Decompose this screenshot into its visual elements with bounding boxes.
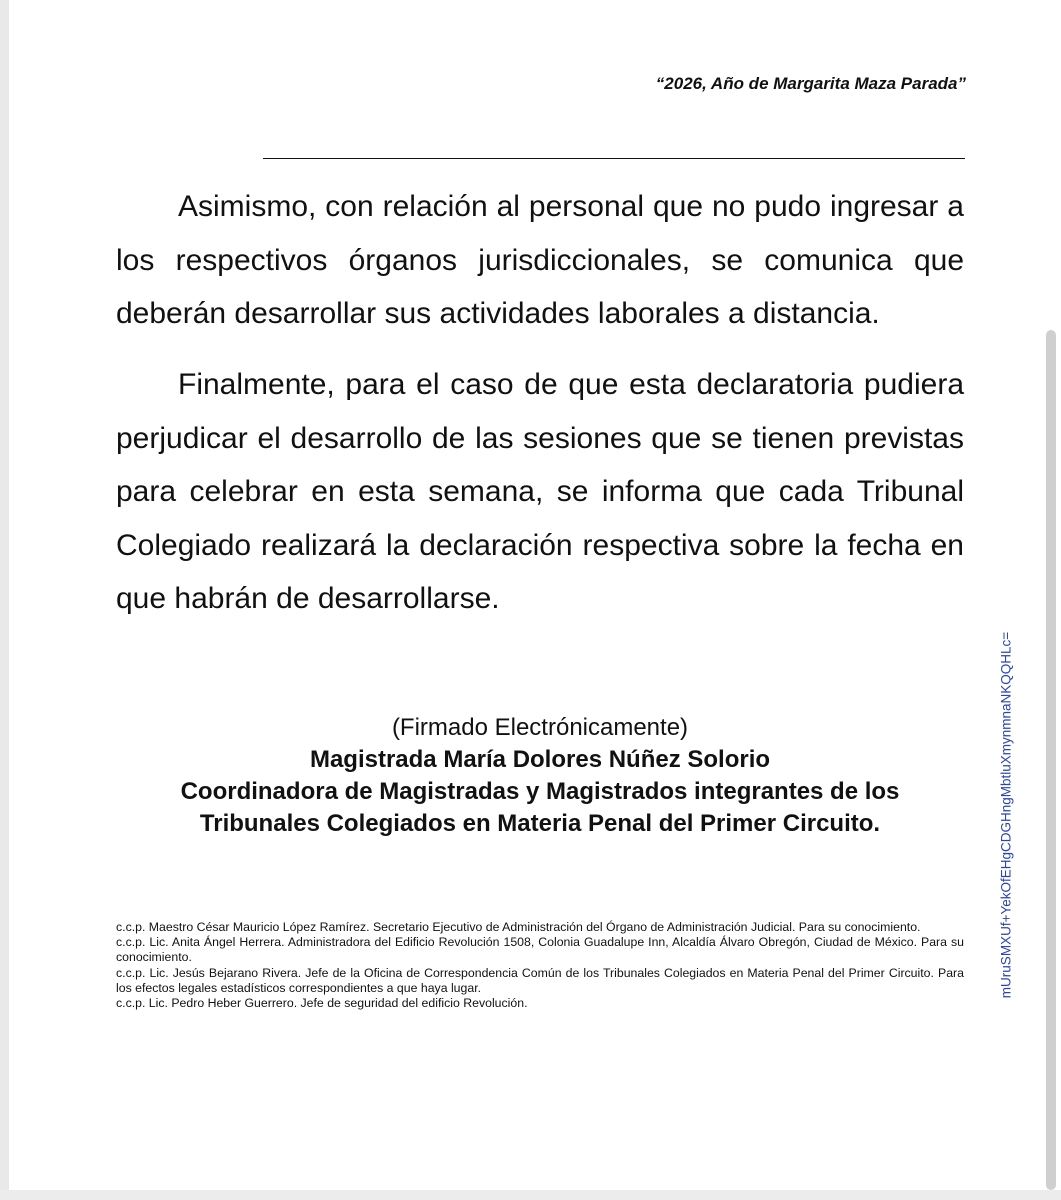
ccp-item: c.c.p. Lic. Jesús Bejarano Rivera. Jefe de la Oficina de Correspondencia Común de los Tribunales Colegiados en Materia Penal del Primer Circuito. Para los efectos legales estadísticos correspondientes a que haya lugar. [116, 965, 964, 995]
paragraph-sessions: Finalmente, para el caso de que esta declaratoria pudiera perjudicar el desarrollo de las sesiones que se tienen previstas para celebrar en esta semana, se informa que cada Tribunal Colegiado realizará la declaración respectiva sobre la fecha en que habrán de desarrollarse. [116, 368, 964, 615]
signer-role-line-2: Tribunales Colegiados en Materia Penal del Primer Circuito. [199, 810, 881, 837]
paragraph-remote-work: Asimismo, con relación al personal que no pudo ingresar a los respectivos órganos jurisdiccionales, se comunica que deberán desarrollar sus actividades laborales a distancia. [116, 190, 964, 330]
page-bottom-edge [0, 1190, 1061, 1200]
header-motto: “2026, Año de Margarita Maza Parada” [655, 74, 966, 93]
page-left-edge [0, 0, 9, 1200]
signer-role-line-1: Coordinadora de Magistradas y Magistrados integrantes de los [180, 778, 900, 805]
ccp-item: c.c.p. Maestro César Mauricio López Ramírez. Secretario Ejecutivo de Administración del Órgano de Administración Judicial. Para su conocimiento. [116, 920, 921, 934]
header-rule [263, 158, 965, 159]
ccp-item: c.c.p. Lic. Pedro Heber Guerrero. Jefe de seguridad del edificio Revolución. [116, 996, 528, 1011]
scrollbar-thumb[interactable] [1046, 330, 1056, 1190]
ccp-item: c.c.p. Lic. Anita Ángel Herrera. Administradora del Edificio Revolución 1508, Colonia Guadalupe Inn, Alcaldía Álvaro Obregón, Ciudad de México. Para su conocimiento. [116, 935, 964, 965]
verification-code-text: mUruSMXUf+YekOfEHgCDGHngMbtluXmynmnaNKQQHLc= [998, 631, 1014, 999]
verification-code [997, 605, 1015, 1025]
scrollbar[interactable] [1039, 0, 1061, 1200]
signature-block [116, 712, 964, 840]
signer-name: Magistrada María Dolores Núñez Solorio [309, 746, 771, 773]
signature-note: (Firmado Electrónicamente) [391, 714, 689, 741]
ccp-list [116, 920, 964, 1011]
